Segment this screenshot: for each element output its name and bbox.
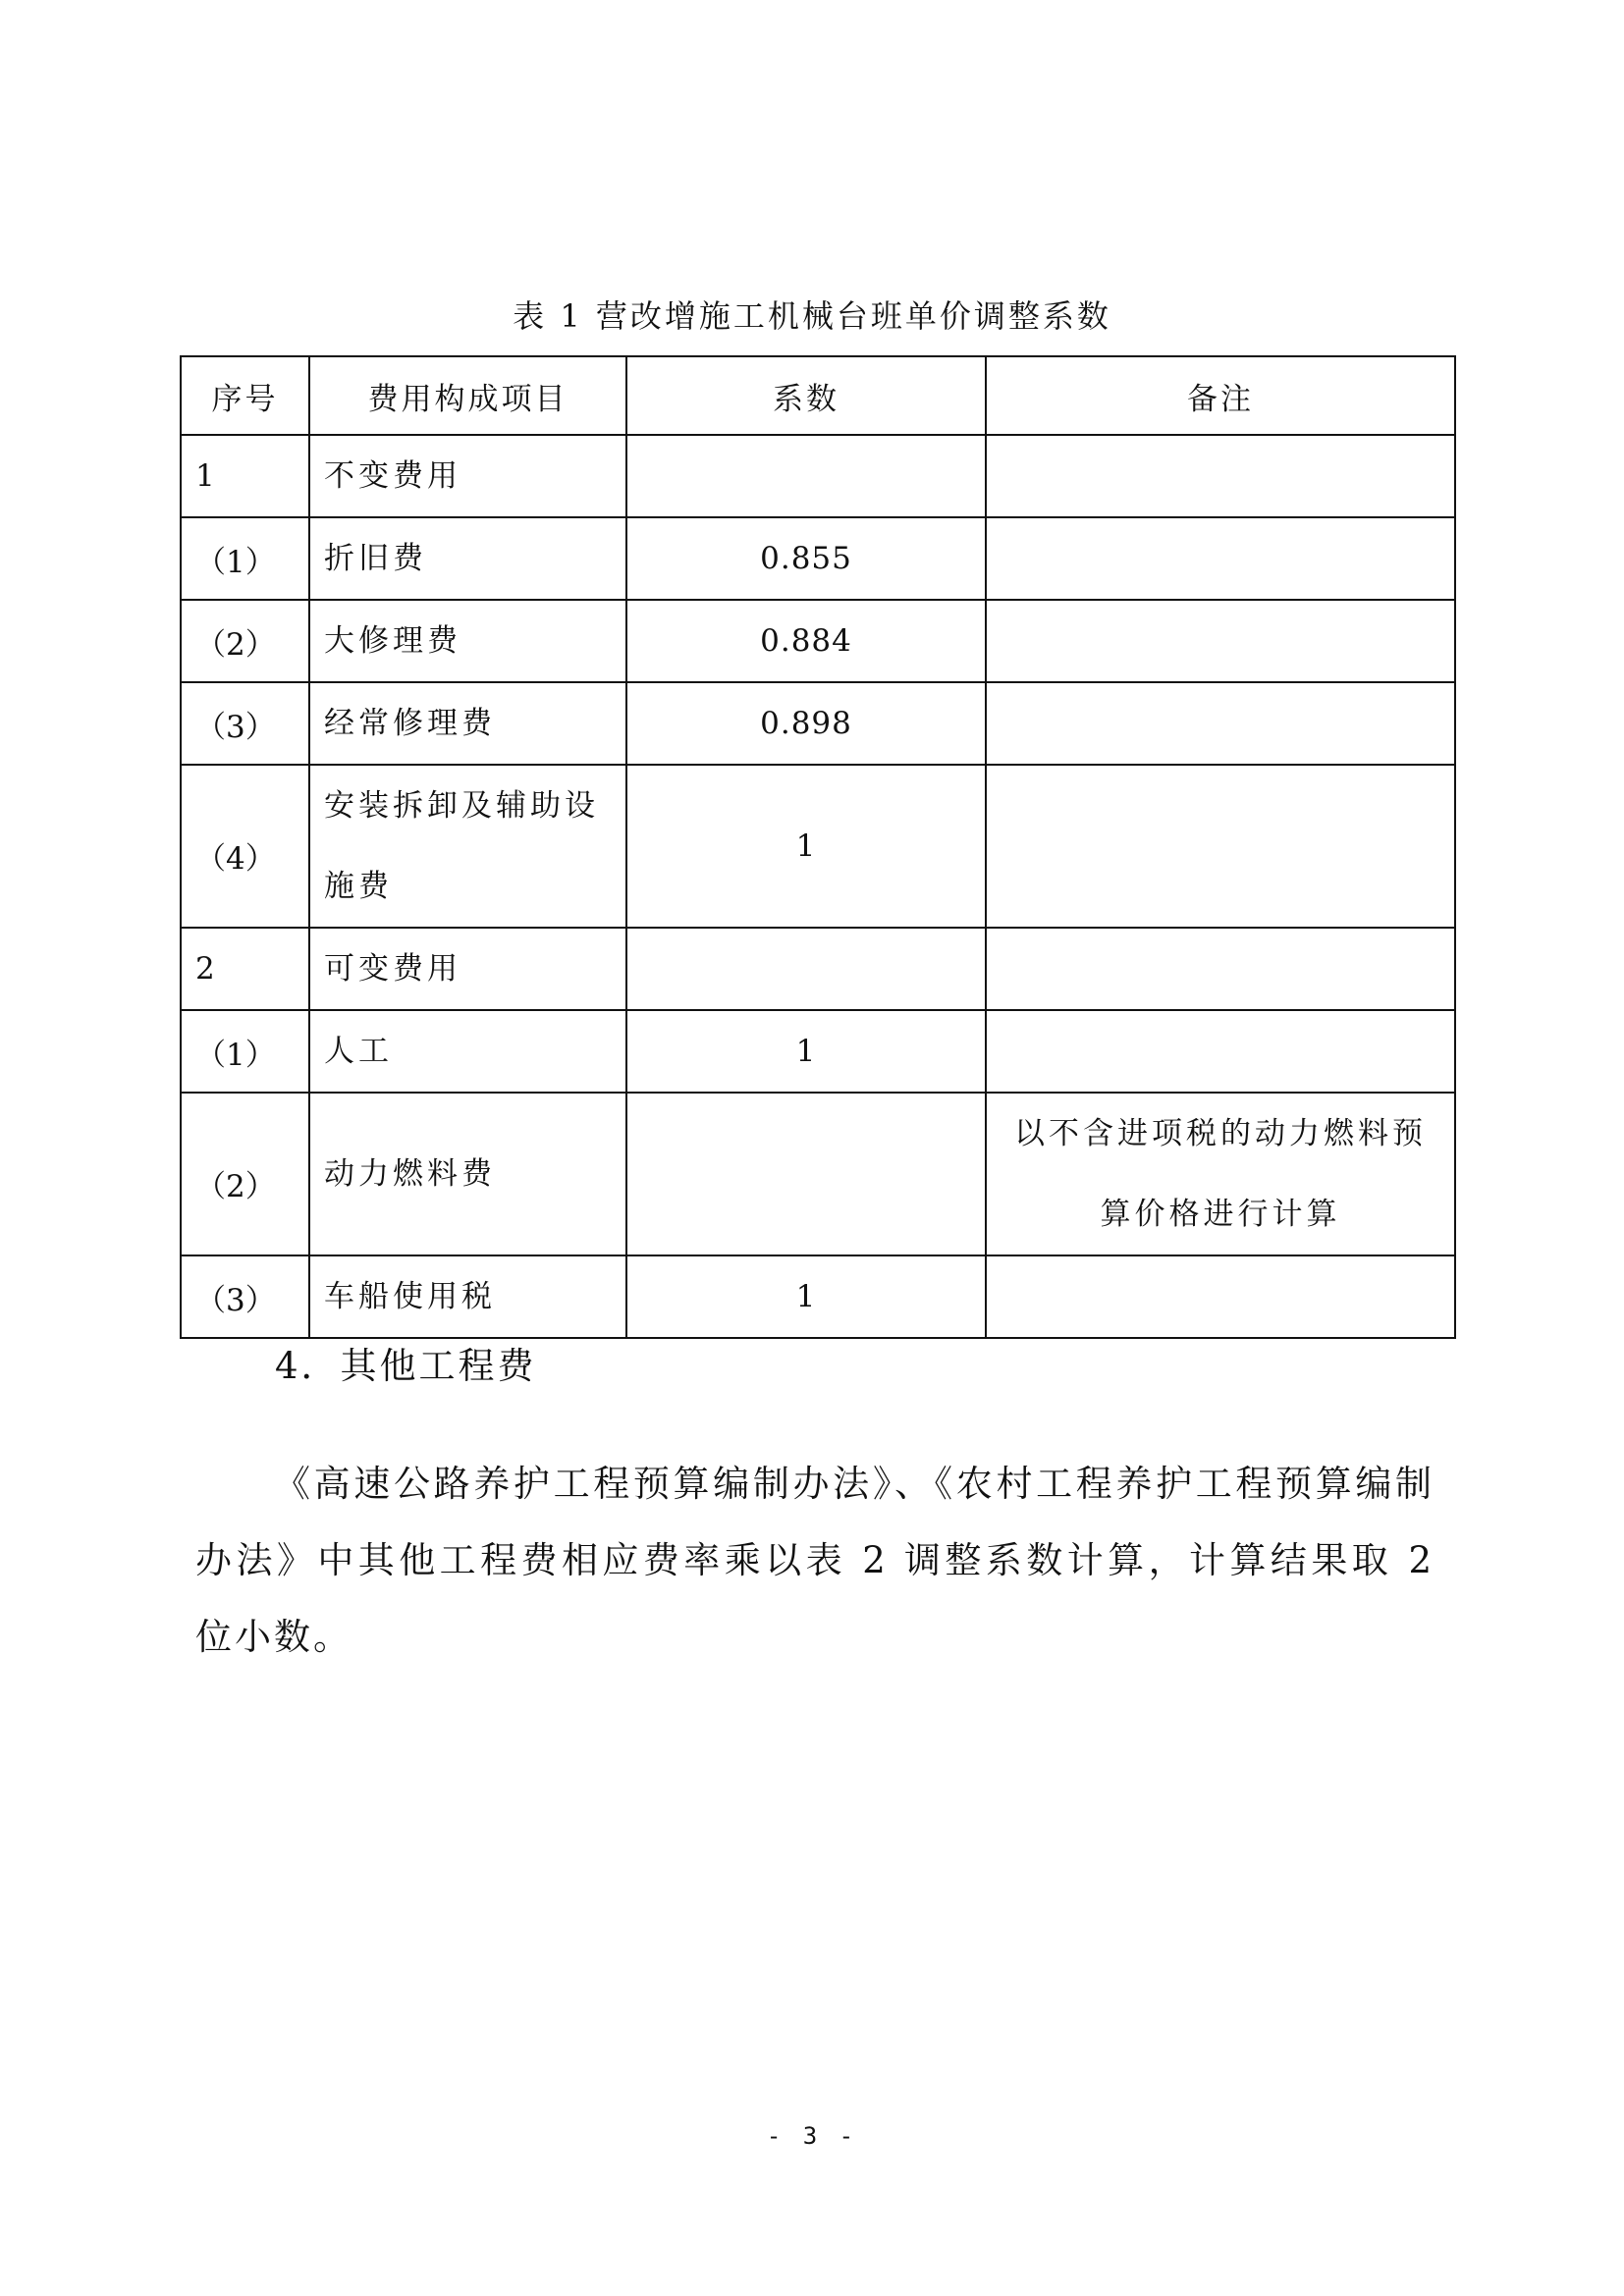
item-cell: 安装拆卸及辅助设施费: [309, 765, 626, 928]
table-row: [181, 1093, 1455, 1255]
section-heading: 4．其他工程费: [275, 1345, 537, 1387]
seq-cell: （4）: [181, 765, 309, 928]
table-row: [181, 1255, 1455, 1338]
note-cell: [986, 928, 1455, 1010]
seq-cell: （1）: [181, 517, 309, 600]
header-note: 备注: [986, 356, 1455, 435]
header-item: 费用构成项目: [309, 356, 626, 435]
note-cell: [986, 765, 1455, 928]
table-row: [181, 1010, 1455, 1093]
coef-cell: 1: [626, 1010, 986, 1093]
coefficient-table: [180, 355, 1456, 1339]
section-paragraph: 《高速公路养护工程预算编制办法》、《农村工程养护工程预算编制办法》中其他工程费相应费率乘以表 2 调整系数计算，计算结果取 2 位小数。: [195, 1463, 1435, 1658]
table-row: [181, 765, 1455, 928]
coef-cell: 1: [626, 765, 986, 928]
coef-cell: [626, 435, 986, 517]
seq-cell: 1: [181, 435, 309, 517]
seq-cell: 2: [181, 928, 309, 1010]
note-cell: [986, 682, 1455, 765]
page-number: - 3 -: [766, 2122, 858, 2150]
item-cell: 大修理费: [309, 600, 626, 682]
table-row: [181, 682, 1455, 765]
seq-cell: （2）: [181, 1093, 309, 1255]
item-cell: 可变费用: [309, 928, 626, 1010]
header-coef: 系数: [626, 356, 986, 435]
coef-cell: 0.898: [626, 682, 986, 765]
seq-cell: （3）: [181, 682, 309, 765]
table-caption: 表 1 营改增施工机械台班单价调整系数: [513, 297, 1111, 335]
seq-cell: （3）: [181, 1255, 309, 1338]
table-row: [181, 600, 1455, 682]
note-cell: [986, 1010, 1455, 1093]
item-cell: 经常修理费: [309, 682, 626, 765]
seq-cell: （1）: [181, 1010, 309, 1093]
item-cell: 车船使用税: [309, 1255, 626, 1338]
coef-cell: 0.855: [626, 517, 986, 600]
coef-cell: 0.884: [626, 600, 986, 682]
note-cell: [986, 1255, 1455, 1338]
coef-cell: 1: [626, 1255, 986, 1338]
table-row: [181, 435, 1455, 517]
item-cell: 人工: [309, 1010, 626, 1093]
note-cell: [986, 600, 1455, 682]
note-cell: [986, 435, 1455, 517]
item-cell: 动力燃料费: [309, 1093, 626, 1255]
seq-cell: （2）: [181, 600, 309, 682]
coef-cell: [626, 928, 986, 1010]
table-header-row: [181, 356, 1455, 435]
note-cell: 以不含进项税的动力燃料预算价格进行计算: [986, 1093, 1455, 1255]
coef-cell: [626, 1093, 986, 1255]
note-cell: [986, 517, 1455, 600]
header-seq: 序号: [181, 356, 309, 435]
table-row: [181, 517, 1455, 600]
item-cell: 不变费用: [309, 435, 626, 517]
item-cell: 折旧费: [309, 517, 626, 600]
table-row: [181, 928, 1455, 1010]
